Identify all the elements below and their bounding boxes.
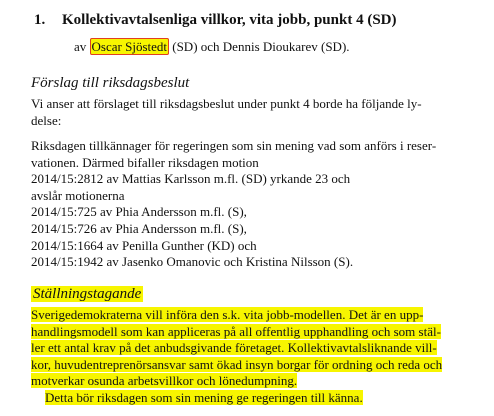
highlighted-text-line: [31, 340, 461, 357]
highlighted-text: kor, huvudentreprenörsansvar samt ökad insyn borgar för ordning och reda och: [31, 356, 443, 372]
stallningstagande-body: [31, 307, 461, 407]
highlighted-text: ler ett antal krav på det anbudsgivande företaget. Kollektivavtalsliknande vill-: [31, 340, 437, 356]
heading-title: Kollektivavtalsenliga villkor, vita jobb, punkt 4 (SD): [62, 12, 397, 28]
motion-reference: 2014/15:2812 av Mattias Karlsson m.fl. (SD) yrkande 23 och: [31, 171, 351, 187]
authors-prefix: av: [74, 39, 90, 54]
authors-suffix: (SD) och Dennis Dioukarev (SD).: [169, 39, 350, 54]
motion-reference: 2014/15:1942 av Jasenko Omanovic och Kristina Nilsson (S).: [31, 254, 354, 270]
forslag-body: [31, 138, 461, 271]
section-title-forslag: Förslag till riksdagsbeslut: [31, 75, 190, 91]
highlighted-text-line: [31, 324, 461, 341]
heading-number: 1.: [34, 12, 46, 28]
highlighted-text-line: [31, 357, 461, 374]
highlighted-author-name: Oscar Sjöstedt: [91, 39, 167, 54]
forslag-body-line: vationen. Därmed bifaller riksdagen motion: [31, 154, 259, 170]
forslag-intro: [31, 96, 461, 129]
authors-line: [74, 39, 350, 55]
highlighted-text-line: [31, 373, 461, 390]
motion-reference: 2014/15:1664 av Penilla Gunther (KD) och: [31, 237, 257, 253]
section-title-stallningstagande: [31, 285, 143, 303]
stallningstagande-title-text: Ställningstagande: [33, 286, 142, 302]
highlighted-text-line: [31, 307, 461, 324]
forslag-intro-line: Vi anser att förslaget till riksdagsbeslut under punkt 4 borde ha följande ly-: [31, 96, 422, 111]
forslag-body-line: avslår motionerna: [31, 187, 125, 203]
reservation-heading: [34, 11, 397, 29]
highlighted-text: Sverigedemokraterna vill införa den s.k. vita jobb-modellen. Det är en upp-: [31, 307, 424, 322]
highlighted-text: motverkar osunda arbetsvillkor och lönedumpning.: [31, 373, 298, 389]
forslag-intro-line: delse:: [31, 112, 62, 128]
highlighted-text: Detta bör riksdagen som sin mening ge regeringen till känna.: [45, 389, 363, 405]
motion-reference: 2014/15:725 av Phia Andersson m.fl. (S),: [31, 204, 247, 220]
highlighted-text: handlingsmodell som kan appliceras på all offentlig upphandling och som stäl-: [31, 323, 441, 339]
motion-reference: 2014/15:726 av Phia Andersson m.fl. (S),: [31, 220, 247, 236]
highlighted-text-line: [31, 390, 461, 407]
forslag-body-line: Riksdagen tillkännager för regeringen som sin mening vad som anförs i reser-: [31, 138, 437, 153]
